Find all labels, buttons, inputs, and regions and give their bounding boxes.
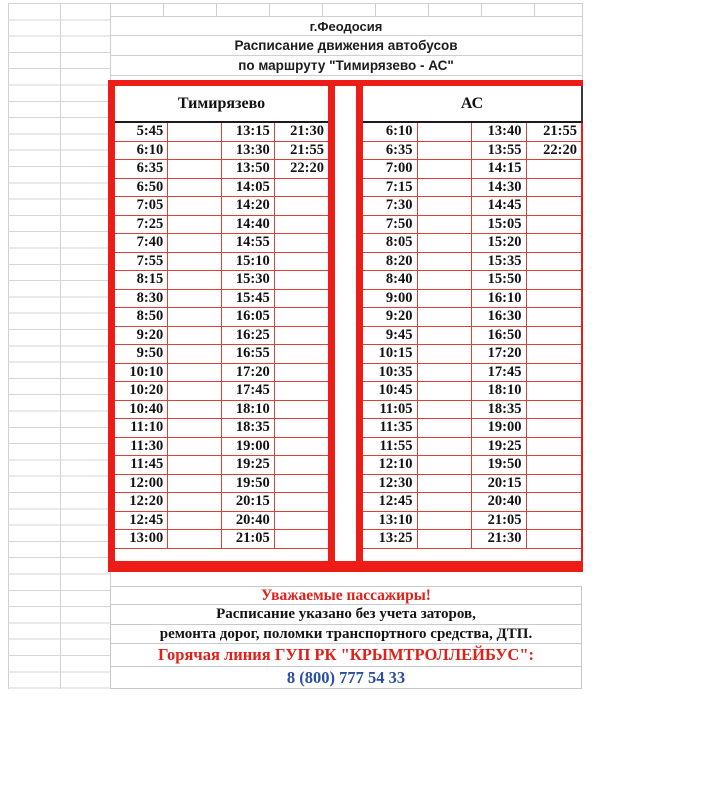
time-cell: 20:40 — [472, 493, 527, 511]
timetable-row — [115, 142, 328, 161]
time-cell — [275, 290, 328, 308]
time-cell — [418, 142, 473, 160]
timetable-empty-row — [363, 549, 581, 562]
time-cell: 14:55 — [222, 234, 275, 252]
time-cell — [418, 327, 473, 345]
time-cell: 15:45 — [222, 290, 275, 308]
time-cell — [275, 345, 328, 363]
time-cell: 8:05 — [363, 234, 418, 252]
time-cell — [527, 530, 582, 548]
time-cell — [418, 512, 473, 530]
time-cell — [168, 401, 221, 419]
time-cell: 19:00 — [472, 419, 527, 437]
time-cell: 16:30 — [472, 308, 527, 326]
time-cell — [527, 216, 582, 234]
time-cell — [275, 456, 328, 474]
time-cell: 6:35 — [363, 142, 418, 160]
time-cell: 14:05 — [222, 179, 275, 197]
time-cell — [168, 142, 221, 160]
timetable-row — [363, 456, 581, 475]
notice-line-2: ремонта дорог, поломки транспортного средства, ДТП. — [111, 625, 581, 644]
time-cell: 15:20 — [472, 234, 527, 252]
time-cell — [418, 401, 473, 419]
time-cell: 9:50 — [115, 345, 168, 363]
time-cell: 13:25 — [363, 530, 418, 548]
time-cell: 6:10 — [115, 142, 168, 160]
time-cell: 11:10 — [115, 419, 168, 437]
timetable-row — [115, 253, 328, 272]
time-cell: 21:05 — [222, 530, 275, 548]
route-subtitle: по маршруту "Тимирязево - АС" — [110, 56, 582, 76]
time-cell — [168, 456, 221, 474]
time-cell: 11:55 — [363, 438, 418, 456]
timetable-header: АС — [363, 86, 583, 123]
time-cell — [275, 364, 328, 382]
time-cell — [418, 345, 473, 363]
timetable-row — [363, 123, 581, 142]
time-cell: 14:30 — [472, 179, 527, 197]
time-cell: 21:30 — [472, 530, 527, 548]
time-cell — [418, 308, 473, 326]
time-cell — [527, 253, 582, 271]
time-cell — [275, 530, 328, 548]
schedule-title: Расписание движения автобусов — [110, 36, 582, 56]
timetable-timiryazevo — [108, 86, 335, 561]
timetable-header: Тимирязево — [115, 86, 328, 123]
time-cell: 8:15 — [115, 271, 168, 289]
time-cell — [168, 327, 221, 345]
time-cell: 12:45 — [363, 493, 418, 511]
time-cell: 21:05 — [472, 512, 527, 530]
notice-line-1: Расписание указано без учета заторов, — [111, 605, 581, 625]
time-cell: 10:40 — [115, 401, 168, 419]
time-cell: 16:55 — [222, 345, 275, 363]
time-cell — [418, 271, 473, 289]
time-cell: 13:55 — [472, 142, 527, 160]
timetable-row — [363, 475, 581, 494]
time-cell: 11:05 — [363, 401, 418, 419]
timetable-row — [115, 438, 328, 457]
time-cell — [168, 123, 221, 141]
timetable-row — [115, 382, 328, 401]
time-cell: 10:20 — [115, 382, 168, 400]
time-cell — [418, 382, 473, 400]
timetable-row — [115, 419, 328, 438]
passenger-notice — [110, 586, 582, 689]
time-cell — [168, 197, 221, 215]
time-cell: 10:35 — [363, 364, 418, 382]
timetable-row — [115, 364, 328, 383]
time-cell — [418, 160, 473, 178]
timetable-row — [363, 438, 581, 457]
time-cell — [275, 401, 328, 419]
time-cell — [527, 327, 582, 345]
timetable-row — [115, 290, 328, 309]
timetable-row — [363, 364, 581, 383]
timetable-row — [115, 493, 328, 512]
timetable-row — [363, 530, 581, 549]
time-cell: 19:00 — [222, 438, 275, 456]
time-cell — [168, 419, 221, 437]
time-cell: 6:50 — [115, 179, 168, 197]
hotline-label: Горячая линия ГУП РК "КРЫМТРОЛЛЕЙБУС": — [111, 644, 581, 667]
time-cell: 10:45 — [363, 382, 418, 400]
timetable-row — [363, 253, 581, 272]
timetable-row — [115, 401, 328, 420]
time-cell: 20:40 — [222, 512, 275, 530]
timetable-row — [363, 271, 581, 290]
time-cell — [527, 382, 582, 400]
time-cell: 12:20 — [115, 493, 168, 511]
timetable-row — [115, 179, 328, 198]
city-title: г.Феодосия — [110, 17, 582, 36]
time-cell — [418, 179, 473, 197]
time-cell: 9:45 — [363, 327, 418, 345]
time-cell: 16:50 — [472, 327, 527, 345]
timetable-row — [115, 197, 328, 216]
time-cell — [418, 475, 473, 493]
time-cell — [275, 382, 328, 400]
time-cell: 11:45 — [115, 456, 168, 474]
timetable-row — [115, 475, 328, 494]
timetable-row — [115, 123, 328, 142]
time-cell — [168, 475, 221, 493]
time-cell: 5:45 — [115, 123, 168, 141]
time-cell: 7:00 — [363, 160, 418, 178]
time-cell: 8:20 — [363, 253, 418, 271]
time-cell — [418, 493, 473, 511]
time-cell — [527, 308, 582, 326]
sheet-title-block — [110, 3, 583, 80]
time-cell — [418, 197, 473, 215]
spreadsheet-grid-top — [110, 4, 582, 17]
timetable-empty-row — [115, 549, 328, 562]
timetable-row — [115, 271, 328, 290]
timetable-row — [115, 327, 328, 346]
timetable-body — [363, 123, 581, 549]
time-cell — [275, 493, 328, 511]
timetable-row — [363, 382, 581, 401]
time-cell — [418, 530, 473, 548]
time-cell: 13:30 — [222, 142, 275, 160]
timetable-row — [363, 290, 581, 309]
time-cell: 13:15 — [222, 123, 275, 141]
time-cell: 18:35 — [222, 419, 275, 437]
time-cell — [527, 160, 582, 178]
time-cell — [418, 234, 473, 252]
time-cell: 19:50 — [222, 475, 275, 493]
time-cell: 22:20 — [543, 141, 577, 158]
timetable-as — [356, 86, 583, 561]
time-cell — [418, 419, 473, 437]
time-cell — [168, 271, 221, 289]
time-cell — [527, 290, 582, 308]
timetable-row — [363, 308, 581, 327]
time-cell: 8:40 — [363, 271, 418, 289]
timetable-body — [115, 123, 328, 549]
time-cell: 11:35 — [363, 419, 418, 437]
timetable-row — [115, 530, 328, 549]
time-cell — [275, 308, 328, 326]
time-cell — [168, 493, 221, 511]
time-cell: 15:35 — [472, 253, 527, 271]
time-cell — [527, 475, 582, 493]
time-cell — [527, 438, 582, 456]
time-cell — [418, 290, 473, 308]
time-cell: 17:20 — [222, 364, 275, 382]
time-cell — [527, 345, 582, 363]
time-cell: 14:45 — [472, 197, 527, 215]
time-cell — [168, 364, 221, 382]
timetable-row — [363, 493, 581, 512]
time-cell — [275, 253, 328, 271]
time-cell: 10:15 — [363, 345, 418, 363]
time-cell: 15:05 — [472, 216, 527, 234]
time-cell — [275, 419, 328, 437]
time-cell — [168, 216, 221, 234]
time-cell: 19:25 — [222, 456, 275, 474]
time-cell: 6:10 — [363, 123, 418, 141]
time-cell — [275, 216, 328, 234]
timetable-row — [363, 216, 581, 235]
time-cell: 7:30 — [363, 197, 418, 215]
time-cell — [418, 438, 473, 456]
time-cell — [168, 530, 221, 548]
time-cell — [527, 271, 582, 289]
notice-heading: Уважаемые пассажиры! — [111, 587, 581, 605]
timetable-row — [363, 160, 581, 179]
time-cell — [527, 401, 582, 419]
time-cell — [275, 179, 328, 197]
time-cell — [168, 253, 221, 271]
timetable-row — [115, 512, 328, 531]
time-cell — [168, 382, 221, 400]
time-cell: 16:25 — [222, 327, 275, 345]
time-cell — [168, 179, 221, 197]
time-cell: 19:25 — [472, 438, 527, 456]
time-cell: 21:30 — [290, 123, 324, 139]
time-cell — [418, 216, 473, 234]
hotline-phone: 8 (800) 777 54 33 — [286, 667, 406, 687]
time-cell: 13:40 — [472, 123, 527, 141]
time-cell: 18:10 — [472, 382, 527, 400]
time-cell: 7:40 — [115, 234, 168, 252]
time-cell — [527, 512, 582, 530]
time-cell: 13:50 — [222, 160, 275, 178]
time-cell: 15:30 — [222, 271, 275, 289]
time-cell: 17:20 — [472, 345, 527, 363]
timetable-row — [115, 345, 328, 364]
time-cell: 7:25 — [115, 216, 168, 234]
time-cell: 14:40 — [222, 216, 275, 234]
time-cell — [527, 493, 582, 511]
time-cell — [168, 345, 221, 363]
time-cell — [168, 234, 221, 252]
time-cell: 7:05 — [115, 197, 168, 215]
time-cell — [527, 364, 582, 382]
time-cell — [527, 419, 582, 437]
time-cell: 16:10 — [472, 290, 527, 308]
time-cell: 6:35 — [115, 160, 168, 178]
time-cell: 19:50 — [472, 456, 527, 474]
time-cell — [168, 512, 221, 530]
timetable-row — [363, 197, 581, 216]
time-cell: 12:45 — [115, 512, 168, 530]
time-cell: 16:05 — [222, 308, 275, 326]
time-cell: 7:55 — [115, 253, 168, 271]
time-cell — [168, 308, 221, 326]
time-cell — [275, 197, 328, 215]
time-cell: 8:30 — [115, 290, 168, 308]
timetable-row — [115, 234, 328, 253]
time-cell: 9:20 — [363, 308, 418, 326]
time-cell — [275, 438, 328, 456]
time-cell — [418, 123, 473, 141]
time-cell — [418, 253, 473, 271]
time-cell — [275, 234, 328, 252]
time-cell: 9:00 — [363, 290, 418, 308]
timetable-row — [363, 345, 581, 364]
time-cell: 15:10 — [222, 253, 275, 271]
timetable-row — [363, 234, 581, 253]
time-cell — [418, 456, 473, 474]
time-cell: 22:20 — [290, 160, 324, 176]
timetable-row — [363, 401, 581, 420]
timetable-row — [363, 327, 581, 346]
time-cell: 10:10 — [115, 364, 168, 382]
time-cell — [168, 160, 221, 178]
time-cell: 18:10 — [222, 401, 275, 419]
time-cell — [275, 327, 328, 345]
time-cell — [527, 456, 582, 474]
time-cell — [275, 475, 328, 493]
timetable-row — [115, 456, 328, 475]
timetable-row — [363, 512, 581, 531]
time-cell: 13:10 — [363, 512, 418, 530]
timetables — [108, 80, 583, 572]
timetable-row — [115, 216, 328, 235]
timetable-row — [363, 419, 581, 438]
time-cell: 12:10 — [363, 456, 418, 474]
time-cell: 7:15 — [363, 179, 418, 197]
time-cell: 15:50 — [472, 271, 527, 289]
time-cell — [418, 364, 473, 382]
time-cell — [168, 438, 221, 456]
time-cell: 17:45 — [222, 382, 275, 400]
timetable-row — [115, 308, 328, 327]
time-cell: 14:15 — [472, 160, 527, 178]
time-cell: 20:15 — [472, 475, 527, 493]
time-cell — [527, 197, 582, 215]
time-cell: 20:15 — [222, 493, 275, 511]
time-cell: 21:55 — [543, 123, 577, 139]
time-cell: 17:45 — [472, 364, 527, 382]
timetable-row — [115, 160, 328, 179]
time-cell: 18:35 — [472, 401, 527, 419]
time-cell: 7:50 — [363, 216, 418, 234]
time-cell — [527, 179, 582, 197]
time-cell: 21:55 — [290, 141, 324, 158]
time-cell — [275, 271, 328, 289]
time-cell — [168, 290, 221, 308]
time-cell: 11:30 — [115, 438, 168, 456]
time-cell — [275, 512, 328, 530]
timetable-row — [363, 142, 581, 161]
time-cell: 13:00 — [115, 530, 168, 548]
time-cell: 12:30 — [363, 475, 418, 493]
time-cell — [527, 234, 582, 252]
timetable-row — [363, 179, 581, 198]
time-cell: 12:00 — [115, 475, 168, 493]
time-cell: 8:50 — [115, 308, 168, 326]
spreadsheet-grid-left — [8, 3, 111, 689]
tables-gap — [335, 86, 356, 561]
time-cell: 9:20 — [115, 327, 168, 345]
time-cell: 14:20 — [222, 197, 275, 215]
